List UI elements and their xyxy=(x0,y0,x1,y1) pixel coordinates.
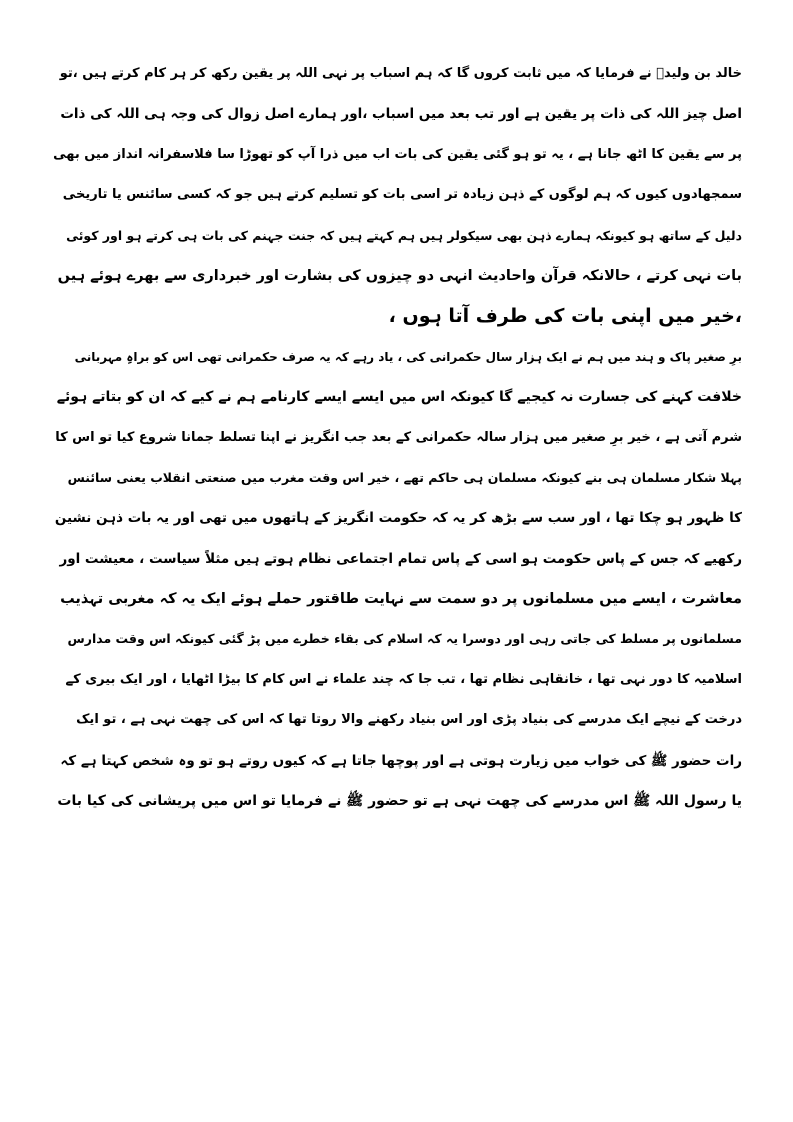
text-line: پہلا شکار مسلمان ہی بنے کیونکہ مسلمان ہی حاکم تھے ، خیر اس وقت مغرب میں صنعتی انقلاب یعنی سائنس xyxy=(67,469,742,485)
text-line: خلافت کہنے کی جسارت نہ کیجیے گا کیونکہ اس میں ایسے ایسے کارنامے ہم نے کیے کہ ان کو بتاتے ہوئے xyxy=(56,389,742,406)
urdu-text-body xyxy=(52,54,742,821)
text-line: سمجھادوں کیوں کہ ہم لوگوں کے ذہن زیادہ تر اسی بات کو تسلیم کرتے ہیں جو کہ کسی سائنس یا تاریخی xyxy=(62,187,742,203)
text-line: بات نہی کرتے ، حالانکہ قرآن واحادیث انہی دو چیزوں کی بشارت اور خبرداری سے بھرے ہوئے ہیں xyxy=(57,267,742,284)
text-line: رات حضور ﷺ کی خواب میں زیارت ہوتی ہے اور پوچھا جاتا ہے کہ کیوں روتے ہو تو وہ شخص کہتا ہے کہ xyxy=(60,752,742,769)
text-line: اسلامیہ کا دور نہی تھا ، خانقاہی نظام تھا ، تب جا کہ چند علماء نے اس کام کا بیڑا اٹھایا ، اور ایک بیری کے xyxy=(65,671,742,687)
text-line: دلیل کے ساتھ ہو کیونکہ ہمارے ذہن بھی سیکولر ہیں ہم کہتے ہیں کہ جنت جہنم کی بات ہی کرتے ہو اور کوئی xyxy=(66,227,742,243)
text-line: خالد بن ولیدؓ نے فرمایا کہ میں ثابت کروں گا کہ ہم اسباب پر نہی اللہ پر یقین رکھ کر ہر کام کرتے ہیں ،تو xyxy=(59,66,742,81)
text-line: رکھیے کہ جس کے پاس حکومت ہو اسی کے پاس تمام اجتماعی نظام ہوتے ہیں مثلاً سیاست ، معیشت اور xyxy=(59,550,742,567)
text-line: ،خیر میں اپنی بات کی طرف آتا ہوں ، xyxy=(388,305,742,328)
text-line: یا رسول اللہ ﷺ اس مدرسے کی چھت نہی ہے تو حضور ﷺ نے فرمایا تو اس میں پریشانی کی کیا بات xyxy=(57,793,742,810)
text-line: برِ صغیر پاک و ہند میں ہم نے ایک ہزار سال حکمرانی کی ، یاد رہے کہ یہ صرف حکمرانی تھی اس کو براہِ مہربانی xyxy=(74,349,742,364)
text-line: مسلمانوں پر مسلط کی جاتی رہی اور دوسرا یہ کہ اسلام کی بقاء خطرے میں پڑ گئی کیونکہ اس وقت مدارس xyxy=(67,631,742,647)
text-line: پر سے یقین کا اٹھ جانا ہے ، یہ تو ہو گئی یقین کی بات اب میں ذرا آپ کو تھوڑا سا فلاسفرانہ انداز میں بھی xyxy=(53,146,742,162)
text-line: معاشرت ، ایسے میں مسلمانوں پر دو سمت سے نہایت طاقتور حملے ہوئے ایک یہ کہ مغربی تہذیب xyxy=(60,591,742,608)
text-line: درخت کے نیچے ایک مدرسے کی بنیاد پڑی اور اس بنیاد رکھنے والا روتا تھا کہ اس کی چھت نہی ہے ، تو ایک xyxy=(76,712,742,728)
text-line: کا ظہور ہو چکا تھا ، اور سب سے بڑھ کر یہ کہ حکومت انگریز کے ہاتھوں میں تھی اور یہ بات ذہن نشین xyxy=(54,510,742,527)
text-line: اصل چیز اللہ کی ذات پر یقین ہے اور تب بعد میں اسباب ،اور ہمارے اصل زوال کی وجہ ہی اللہ کی ذات xyxy=(60,106,742,123)
text-line: شرم آتی ہے ، خیر برِ صغیر میں ہزار سالہ حکمرانی کے بعد جب انگریز نے اپنا تسلط جمانا شروع کیا تو اس کا xyxy=(55,429,742,445)
